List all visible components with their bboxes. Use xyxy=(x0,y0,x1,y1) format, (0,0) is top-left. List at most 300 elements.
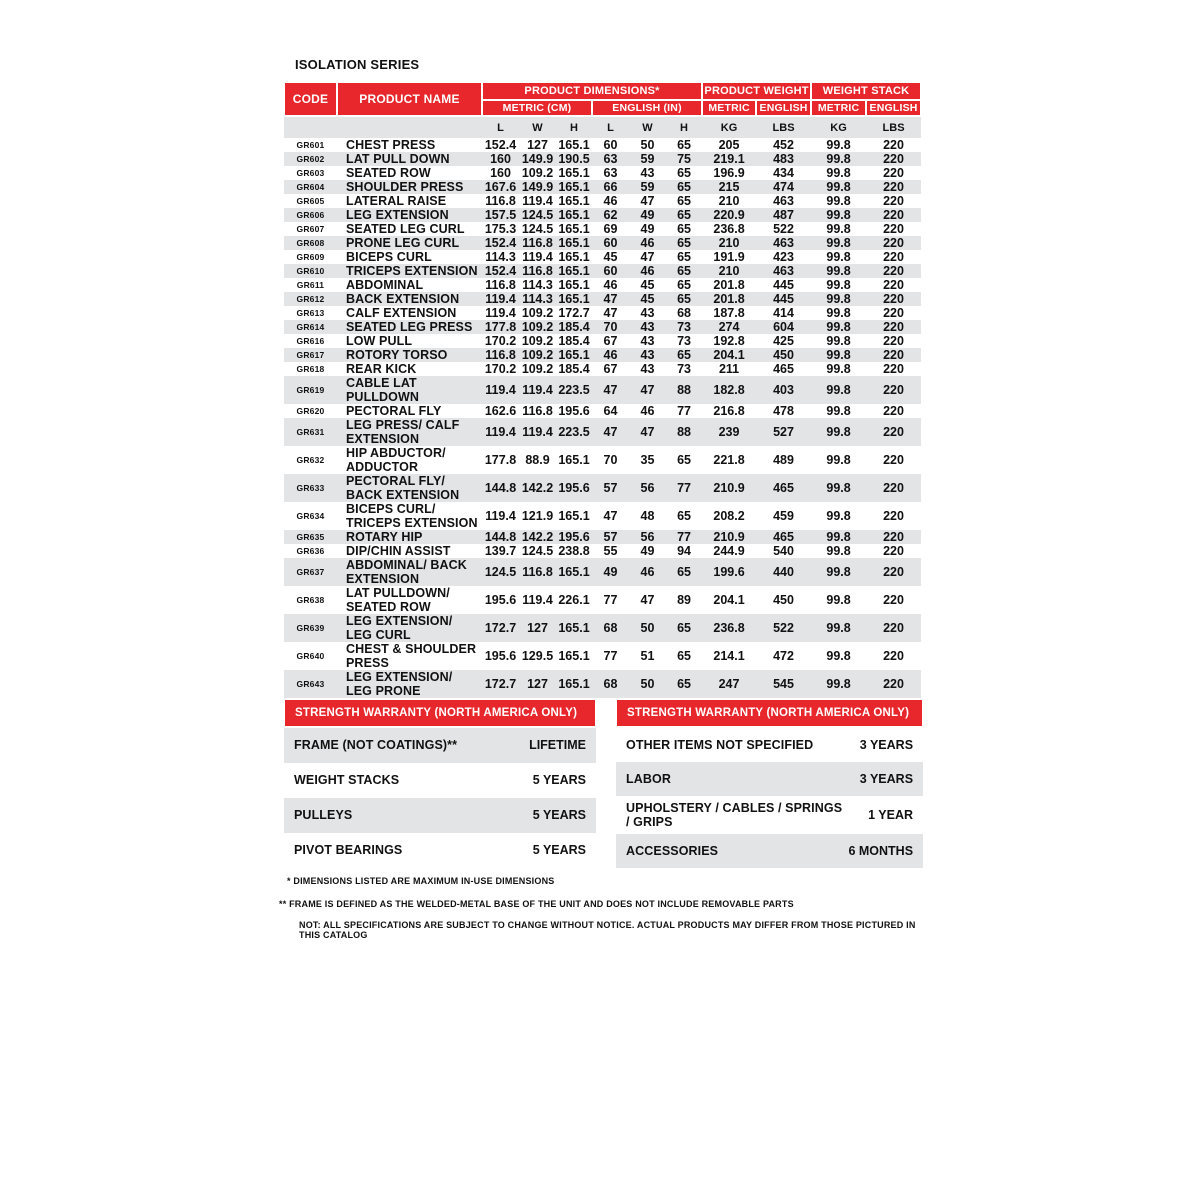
warranty-section xyxy=(283,698,920,868)
product-code: GR612 xyxy=(284,292,337,306)
spec-value: 139.7 xyxy=(484,544,517,558)
warranty-item-value: 3 YEARS xyxy=(859,738,914,752)
product-name: LAT PULL DOWN xyxy=(337,152,482,166)
spec-value: 49 xyxy=(592,558,629,586)
spec-value: 220 xyxy=(866,292,921,306)
product-code: GR620 xyxy=(296,406,325,416)
spec-value: 425 xyxy=(773,334,794,348)
product-name: PECTORAL FLY xyxy=(346,404,442,418)
spec-value: 43 xyxy=(640,166,655,180)
spec-value: 119.4 xyxy=(522,250,553,264)
spec-value: 99.8 xyxy=(811,180,866,194)
spec-value: 152.4 xyxy=(484,138,517,152)
spec-value: 47 xyxy=(592,418,629,446)
spec-value: 65 xyxy=(677,649,691,663)
table-row xyxy=(284,614,921,642)
spec-value: 522 xyxy=(756,614,811,642)
spec-value: 94 xyxy=(677,544,691,558)
spec-value: 48 xyxy=(640,509,655,523)
spec-value: 46 xyxy=(603,278,618,292)
spec-value: 157.5 xyxy=(482,208,519,222)
product-code: GR632 xyxy=(296,455,325,465)
spec-value: 65 xyxy=(666,180,702,194)
warranty-item-label: FRAME (NOT COATINGS)** xyxy=(284,727,506,763)
spec-value: 165.1 xyxy=(556,348,592,362)
product-name: LEG EXTENSION/ LEG CURL xyxy=(337,614,482,642)
spec-value: 70 xyxy=(592,320,629,334)
spec-value: 99.8 xyxy=(826,194,851,208)
table-row xyxy=(284,264,921,278)
spec-value: 165.1 xyxy=(556,292,592,306)
column-header-code: CODE xyxy=(284,82,337,116)
warranty-item-value: 1 YEAR xyxy=(868,807,914,822)
spec-value: 99.8 xyxy=(811,474,866,502)
spec-value: 142.2 xyxy=(519,530,556,544)
footnote-dimensions: * DIMENSIONS LISTED ARE MAXIMUM IN-USE DIMENSIONS xyxy=(287,875,555,886)
spec-value: 89 xyxy=(677,593,691,607)
spec-value: 47 xyxy=(640,194,655,208)
spec-value: 187.8 xyxy=(713,306,745,320)
product-code: GR606 xyxy=(284,208,337,222)
spec-value: 190.5 xyxy=(556,152,592,166)
spec-value: 99.8 xyxy=(826,593,851,607)
spec-value: 45 xyxy=(603,250,618,264)
spec-value: 47 xyxy=(629,376,666,404)
spec-value: 463 xyxy=(756,264,811,278)
spec-value: 129.5 xyxy=(521,649,554,663)
spec-value: 99.8 xyxy=(811,152,866,166)
spec-value: 220 xyxy=(883,306,904,320)
spec-value: 144.8 xyxy=(482,530,519,544)
spec-value: 204.1 xyxy=(713,593,745,607)
spec-value: 99.8 xyxy=(811,530,866,544)
spec-value: 182.8 xyxy=(702,376,756,404)
warranty-right-body xyxy=(616,727,923,868)
table-row xyxy=(284,474,921,502)
spec-value: 99.8 xyxy=(826,404,851,418)
spec-value: 88 xyxy=(666,418,702,446)
spec-value: 65 xyxy=(677,453,691,467)
spec-value: 165.1 xyxy=(558,278,590,292)
spec-value: 65 xyxy=(677,250,691,264)
spec-value: 99.8 xyxy=(811,264,866,278)
product-code: GR637 xyxy=(284,558,337,586)
spec-value: 116.8 xyxy=(519,558,556,586)
spec-value: 60 xyxy=(603,138,618,152)
spec-value: 220 xyxy=(866,180,921,194)
spec-value: 47 xyxy=(592,292,629,306)
warranty-item-value: 6 MONTHS xyxy=(843,834,923,868)
unit-label: H xyxy=(556,116,592,138)
spec-value: 47 xyxy=(640,593,655,607)
spec-value: 165.1 xyxy=(558,250,590,264)
spec-value: 43 xyxy=(640,334,655,348)
product-code: GR633 xyxy=(284,474,337,502)
spec-value: 199.6 xyxy=(702,558,756,586)
spec-value: 236.8 xyxy=(713,222,745,236)
spec-value: 109.2 xyxy=(521,166,554,180)
subheader-stack-english: ENGLISH xyxy=(866,100,921,116)
product-name: TRICEPS EXTENSION xyxy=(337,264,482,278)
spec-value: 45 xyxy=(629,292,666,306)
warranty-left-title: STRENGTH WARRANTY (NORTH AMERICA ONLY) xyxy=(284,699,596,727)
product-code: GR618 xyxy=(296,364,325,374)
footnote-frame: ** FRAME IS DEFINED AS THE WELDED-METAL BASE OF THE UNIT AND DOES NOT INCLUDE REMOVABLE PARTS xyxy=(279,898,794,909)
product-name: BICEPS CURL xyxy=(346,250,432,264)
spec-value: 99.8 xyxy=(826,222,851,236)
spec-value: 99.8 xyxy=(811,320,866,334)
spec-value: 65 xyxy=(666,558,702,586)
spec-value: 165.1 xyxy=(558,509,590,523)
spec-value: 68 xyxy=(677,306,691,320)
warranty-row xyxy=(284,727,596,763)
spec-value: 57 xyxy=(592,530,629,544)
spec-value: 99.8 xyxy=(826,544,851,558)
spec-value: 204.1 xyxy=(702,348,756,362)
table-row xyxy=(284,404,921,418)
spec-value: 77 xyxy=(666,474,702,502)
subheader-weight-metric: METRIC xyxy=(702,100,756,116)
product-code: GR601 xyxy=(296,140,325,150)
spec-value: 47 xyxy=(640,250,655,264)
table-row xyxy=(284,278,921,292)
unit-label: W xyxy=(519,116,556,138)
warranty-item-label: UPHOLSTERY / CABLES / SPRINGS / GRIPS xyxy=(626,800,843,829)
spec-value: 216.8 xyxy=(713,404,745,418)
spec-value: 99.8 xyxy=(826,362,851,376)
spec-value: 226.1 xyxy=(558,593,590,607)
spec-value: 540 xyxy=(773,544,794,558)
subheader-metric-cm: METRIC (CM) xyxy=(482,100,592,116)
spec-value: 50 xyxy=(629,670,666,698)
subheader-weight-english: ENGLISH xyxy=(756,100,811,116)
spec-value: 244.9 xyxy=(713,544,745,558)
table-row xyxy=(284,348,921,362)
spec-value: 167.6 xyxy=(482,180,519,194)
spec-value: 47 xyxy=(629,418,666,446)
warranty-row xyxy=(284,763,596,798)
spec-value: 121.9 xyxy=(521,509,554,523)
product-name: BICEPS CURL/ TRICEPS EXTENSION xyxy=(346,502,478,530)
table-row xyxy=(284,558,921,586)
table-row xyxy=(284,502,921,530)
spec-value: 99.8 xyxy=(826,334,851,348)
spec-value: 487 xyxy=(756,208,811,222)
unit-label: LBS xyxy=(756,116,811,138)
spec-value: 527 xyxy=(756,418,811,446)
table-row xyxy=(284,152,921,166)
spec-value: 165.1 xyxy=(558,222,590,236)
warranty-row xyxy=(616,727,923,762)
spec-value: 49 xyxy=(640,222,655,236)
spec-value: 77 xyxy=(666,530,702,544)
unit-label: H xyxy=(666,116,702,138)
product-name: HIP ABDUCTOR/ ADDUCTOR xyxy=(346,446,446,474)
spec-value: 165.1 xyxy=(556,208,592,222)
product-name: SHOULDER PRESS xyxy=(337,180,482,194)
spec-value: 220 xyxy=(883,404,904,418)
spec-value: 69 xyxy=(603,222,618,236)
product-code: GR640 xyxy=(296,651,325,661)
spec-value: 99.8 xyxy=(826,250,851,264)
product-code: GR634 xyxy=(296,511,325,521)
spec-value: 99.8 xyxy=(811,348,866,362)
spec-value: 65 xyxy=(666,236,702,250)
spec-value: 223.5 xyxy=(556,376,592,404)
product-code: GR604 xyxy=(284,180,337,194)
spec-value: 191.9 xyxy=(713,250,745,264)
spec-value: 220 xyxy=(883,593,904,607)
spec-value: 215 xyxy=(702,180,756,194)
spec-value: 77 xyxy=(603,593,618,607)
product-name: LEG PRESS/ CALF EXTENSION xyxy=(337,418,482,446)
spec-value: 109.2 xyxy=(521,334,554,348)
spec-value: 119.4 xyxy=(522,194,553,208)
unit-label: L xyxy=(482,116,519,138)
table-row xyxy=(284,362,921,376)
spec-value: 474 xyxy=(756,180,811,194)
spec-value: 109.2 xyxy=(521,306,554,320)
table-row xyxy=(284,334,921,348)
table-row xyxy=(284,166,921,180)
spec-value: 172.7 xyxy=(482,614,519,642)
product-code: GR631 xyxy=(284,418,337,446)
product-code: GR638 xyxy=(296,595,325,605)
spec-value: 99.8 xyxy=(826,138,851,152)
unit-label: KG xyxy=(702,116,756,138)
spec-value: 119.4 xyxy=(485,306,516,320)
spec-value: 99.8 xyxy=(811,376,866,404)
spec-value: 165.1 xyxy=(556,180,592,194)
table-row xyxy=(284,530,921,544)
spec-value: 88.9 xyxy=(525,453,550,467)
spec-value: 195.6 xyxy=(558,404,590,418)
spec-value: 65 xyxy=(666,264,702,278)
spec-value: 478 xyxy=(773,404,794,418)
warranty-row xyxy=(616,796,923,834)
spec-value: 175.3 xyxy=(484,222,517,236)
unit-label: W xyxy=(629,116,666,138)
table-row xyxy=(284,642,921,670)
spec-value: 65 xyxy=(677,509,691,523)
spec-value: 88 xyxy=(666,376,702,404)
table-row xyxy=(284,376,921,404)
table-row xyxy=(284,222,921,236)
spec-value: 445 xyxy=(773,278,794,292)
spec-value: 73 xyxy=(677,334,691,348)
warranty-row xyxy=(616,762,923,796)
spec-value: 75 xyxy=(666,152,702,166)
spec-value: 236.8 xyxy=(702,614,756,642)
spec-value: 50 xyxy=(640,138,655,152)
warranty-item-label: LABOR xyxy=(616,762,843,796)
spec-value: 440 xyxy=(756,558,811,586)
spec-value: 99.8 xyxy=(811,670,866,698)
product-code: GR605 xyxy=(296,196,325,206)
spec-value: 220 xyxy=(866,376,921,404)
spec-value: 221.8 xyxy=(713,453,745,467)
spec-value: 220 xyxy=(883,194,904,208)
warranty-row xyxy=(284,833,596,868)
spec-value: 116.8 xyxy=(519,264,556,278)
subheader-english-in: ENGLISH (IN) xyxy=(592,100,702,116)
product-code: GR643 xyxy=(284,670,337,698)
table-row xyxy=(284,180,921,194)
table-row xyxy=(284,586,921,614)
spec-value: 55 xyxy=(603,544,618,558)
product-name: ROTARY HIP xyxy=(337,530,482,544)
warranty-row xyxy=(284,798,596,833)
spec-value: 220 xyxy=(866,320,921,334)
spec-value: 220 xyxy=(883,362,904,376)
spec-value: 450 xyxy=(756,348,811,362)
spec-value: 165.1 xyxy=(558,166,590,180)
product-code: GR636 xyxy=(296,546,325,556)
product-code: GR607 xyxy=(296,224,325,234)
spec-value: 192.8 xyxy=(713,334,745,348)
spec-value: 63 xyxy=(603,166,618,180)
spec-value: 149.9 xyxy=(519,152,556,166)
product-name: CABLE LAT PULLDOWN xyxy=(337,376,482,404)
warranty-item-value: 5 YEARS xyxy=(506,798,596,833)
spec-value: 223.5 xyxy=(556,418,592,446)
product-code: GR619 xyxy=(284,376,337,404)
spec-value: 66 xyxy=(592,180,629,194)
units-row xyxy=(284,116,921,138)
spec-value: 64 xyxy=(603,404,618,418)
product-name: BACK EXTENSION xyxy=(337,292,482,306)
spec-value: 43 xyxy=(640,306,655,320)
product-code: GR616 xyxy=(296,336,325,346)
spec-value: 185.4 xyxy=(556,320,592,334)
product-name: ROTORY TORSO xyxy=(337,348,482,362)
spec-value: 56 xyxy=(629,474,666,502)
spec-value: 403 xyxy=(756,376,811,404)
spec-value: 114.3 xyxy=(485,250,516,264)
spec-value: 99.8 xyxy=(811,236,866,250)
page-title: ISOLATION SERIES xyxy=(295,57,420,72)
table-row xyxy=(284,446,921,474)
product-code: GR602 xyxy=(284,152,337,166)
spec-value: 60 xyxy=(592,264,629,278)
units-cell-empty xyxy=(337,116,482,138)
spec-value: 149.9 xyxy=(519,180,556,194)
product-code: GR609 xyxy=(296,252,325,262)
spec-table xyxy=(283,81,922,698)
spec-value: 46 xyxy=(629,236,666,250)
spec-value: 220 xyxy=(883,278,904,292)
spec-value: 196.9 xyxy=(713,166,745,180)
spec-value: 124.5 xyxy=(482,558,519,586)
spec-value: 160 xyxy=(490,166,511,180)
spec-value: 119.4 xyxy=(485,509,516,523)
spec-value: 65 xyxy=(666,348,702,362)
table-row xyxy=(284,544,921,558)
spec-value: 165.1 xyxy=(558,138,590,152)
spec-value: 152.4 xyxy=(482,264,519,278)
spec-value: 46 xyxy=(629,264,666,278)
spec-value: 65 xyxy=(677,278,691,292)
spec-value: 208.2 xyxy=(713,509,745,523)
spec-value: 116.8 xyxy=(519,236,556,250)
product-name: ABDOMINAL xyxy=(346,278,424,292)
spec-value: 114.3 xyxy=(519,292,556,306)
spec-value: 119.4 xyxy=(519,376,556,404)
product-name: DIP/CHIN ASSIST xyxy=(346,544,451,558)
spec-value: 219.1 xyxy=(702,152,756,166)
product-name: SEATED ROW xyxy=(346,166,431,180)
spec-value: 220.9 xyxy=(702,208,756,222)
spec-value: 116.8 xyxy=(522,404,553,418)
spec-value: 463 xyxy=(773,194,794,208)
spec-value: 99.8 xyxy=(811,614,866,642)
spec-value: 423 xyxy=(773,250,794,264)
spec-value: 177.8 xyxy=(482,320,519,334)
spec-value: 465 xyxy=(756,474,811,502)
warranty-item-label: ACCESSORIES xyxy=(616,834,843,868)
spec-value: 220 xyxy=(883,222,904,236)
spec-value: 45 xyxy=(640,278,655,292)
table-row xyxy=(284,292,921,306)
spec-value: 220 xyxy=(866,208,921,222)
spec-value: 46 xyxy=(592,348,629,362)
spec-value: 116.8 xyxy=(485,194,516,208)
product-code: GR610 xyxy=(284,264,337,278)
spec-value: 46 xyxy=(640,404,655,418)
spec-value: 124.5 xyxy=(519,208,556,222)
table-row xyxy=(284,236,921,250)
spec-value: 77 xyxy=(677,404,691,418)
warranty-item-label: PIVOT BEARINGS xyxy=(294,843,403,858)
spec-value: 220 xyxy=(883,138,904,152)
spec-value: 65 xyxy=(677,194,691,208)
spec-value: 170.2 xyxy=(484,362,517,376)
spec-value: 522 xyxy=(773,222,794,236)
spec-value: 119.4 xyxy=(482,376,519,404)
spec-value: 220 xyxy=(883,250,904,264)
product-code: GR613 xyxy=(296,308,325,318)
spec-value: 220 xyxy=(883,166,904,180)
unit-label: L xyxy=(592,116,629,138)
warranty-item-label: PULLEYS xyxy=(284,798,506,833)
spec-value: 165.1 xyxy=(558,649,590,663)
warranty-item-value: 5 YEARS xyxy=(532,773,587,788)
spec-value: 220 xyxy=(866,670,921,698)
spec-value: 274 xyxy=(702,320,756,334)
spec-value: 56 xyxy=(629,530,666,544)
product-code: GR611 xyxy=(296,280,325,290)
spec-value: 119.4 xyxy=(522,593,553,607)
footnote-specifications: NOT: ALL SPECIFICATIONS ARE SUBJECT TO CHANGE WITHOUT NOTICE. ACTUAL PRODUCTS MAY DIFFER FROM THOSE PICTURED IN THIS CATALOG xyxy=(299,919,916,940)
spec-value: 62 xyxy=(592,208,629,222)
table-row xyxy=(284,418,921,446)
spec-value: 545 xyxy=(756,670,811,698)
unit-label: LBS xyxy=(866,116,921,138)
spec-value: 165.1 xyxy=(556,614,592,642)
spec-value: 450 xyxy=(773,593,794,607)
spec-value: 99.8 xyxy=(826,509,851,523)
spec-value: 43 xyxy=(629,348,666,362)
spec-value: 109.2 xyxy=(519,320,556,334)
spec-value: 65 xyxy=(666,670,702,698)
footnotes xyxy=(279,875,920,940)
spec-value: 65 xyxy=(666,292,702,306)
spec-value: 220 xyxy=(866,530,921,544)
spec-value: 46 xyxy=(629,558,666,586)
product-code: GR617 xyxy=(284,348,337,362)
spec-value: 144.8 xyxy=(482,474,519,502)
spec-value: 109.2 xyxy=(519,348,556,362)
